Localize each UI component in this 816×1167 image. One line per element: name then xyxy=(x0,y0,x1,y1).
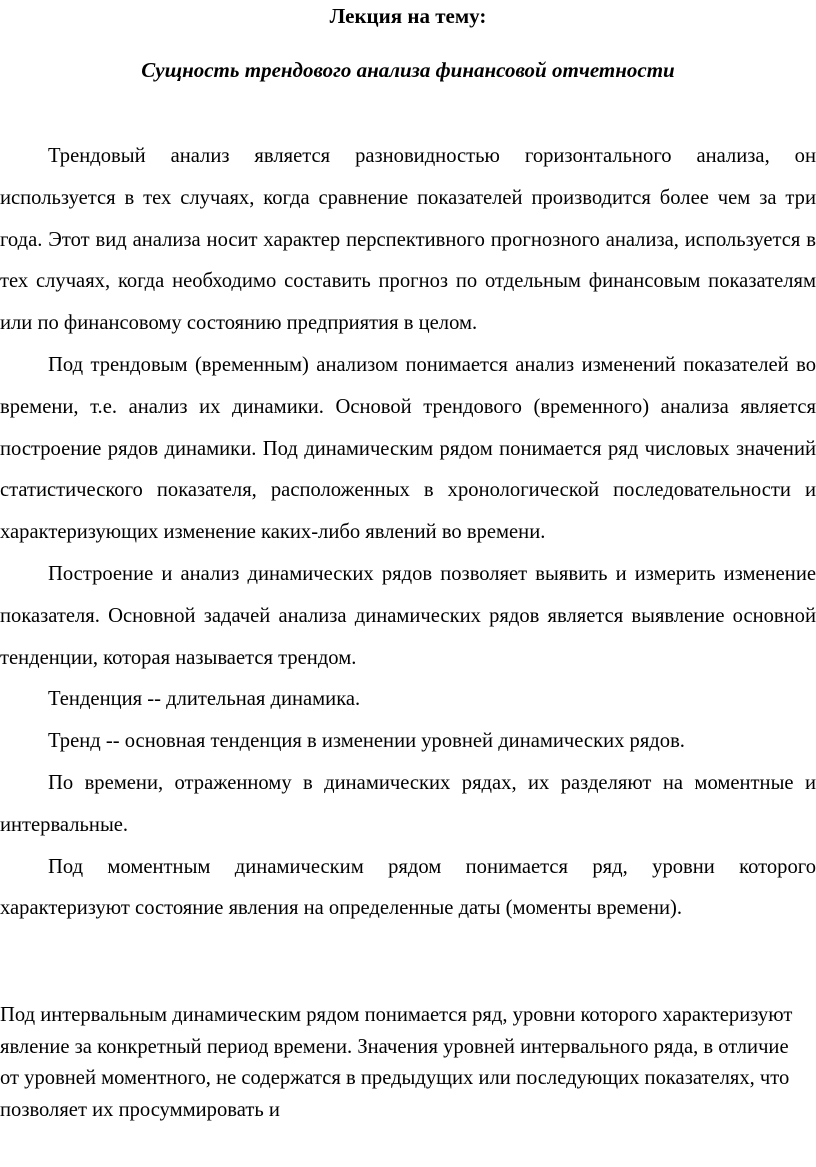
lecture-subtitle: Сущность трендового анализа финансовой отчетности xyxy=(141,58,675,82)
paragraph-dynamic-series: Построение и анализ динамических рядов позволяет выявить и измерить изменение показателя. Основной задачей анализа динамических рядов является выявление основной тенденции, которая называется трендом. xyxy=(0,562,816,669)
paragraph-trend-analysis: Трендовый анализ является разновидностью горизонтального анализа, он используется в тех случаях, когда сравнение показателей производится более чем за три года. Этот вид анализа носит характер перспективного прогнозного анализа, используется в тех случаях, когда необходимо составить прогноз по отдельным финансовым показателям или по финансовому состоянию предприятия в целом. xyxy=(0,145,816,335)
paragraph-moment-series: Под моментным динамическим рядом понимается ряд, уровни которого характеризуют состояние явления на определенные даты (моменты времени). xyxy=(0,855,816,920)
paragraph-temporal-analysis: Под трендовым (временным) анализом понимается анализ изменений показателей во времени, т.е. анализ их динамики. Основой трендового (временного) анализа является построение рядов динамики. Под динамическим рядом понимается ряд числовых значений статистического показателя, расположенных в хронологической последовательности и характеризующих изменение каких-либо явлений во времени. xyxy=(0,353,816,544)
paragraph-trend: Тренд -- основная тенденция в изменении уровней динамических рядов. xyxy=(48,730,685,753)
document-body xyxy=(0,136,816,930)
paragraph-interval-series: Под интервальным динамическим рядом понимается ряд, уровни которого характеризуют явление за конкретный период времени. Значения уровней интервального ряда, в отличие от уровней моментного, не содержатся в предыдущих или последующих показателях, что позволяет их просуммировать и xyxy=(0,1004,793,1121)
paragraph-tendency: Тенденция -- длительная динамика. xyxy=(48,688,361,711)
lecture-title: Лекция на тему: xyxy=(329,4,487,28)
document-final-section xyxy=(0,1000,800,1126)
paragraph-series-types: По времени, отраженному в динамических рядах, их разделяют на моментные и интервальные. xyxy=(0,771,816,836)
